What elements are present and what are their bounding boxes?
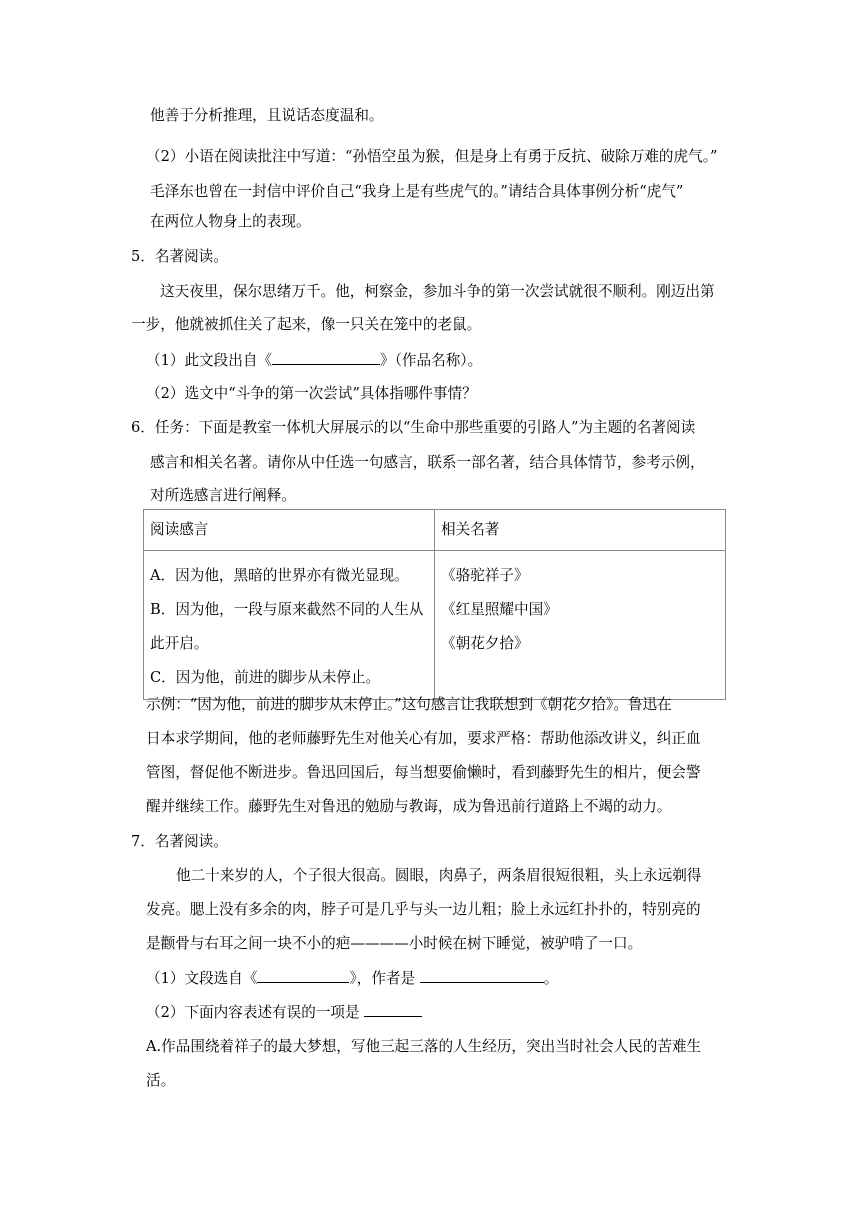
text-line: 对所选感言进行阐释。 bbox=[150, 487, 296, 504]
question-heading: 6．任务：下面是教室一体机大屏展示的以“生命中那些重要的引路人”为主题的名著阅读 bbox=[131, 419, 696, 436]
text-line: 毛泽东也曾在一封信中评价自己“我身上是有些虎气的。”请结合具体事例分析“虎气” bbox=[150, 183, 684, 200]
answer-blank[interactable] bbox=[257, 968, 349, 983]
option-line: 活。 bbox=[146, 1072, 176, 1089]
answer-blank[interactable] bbox=[272, 350, 380, 365]
sub-question-text: 。 bbox=[543, 970, 559, 987]
header-right: 相关名著 bbox=[441, 521, 500, 538]
quote-option: C．因为他，前进的脚步从未停止。 bbox=[150, 669, 381, 686]
question-heading: 7．名著阅读。 bbox=[131, 833, 228, 850]
book-title: 《红星照耀中国》 bbox=[441, 601, 558, 618]
passage-line: 是颧骨与右耳之间一块不小的疤————小时候在树下睡觉，被驴啃了一口。 bbox=[146, 935, 643, 952]
quote-option: 此开启。 bbox=[150, 635, 209, 652]
quote-option: B．因为他，一段与原来截然不同的人生从 bbox=[150, 601, 424, 618]
reading-table bbox=[143, 509, 726, 700]
quote-option: A．因为他，黑暗的世界亦有微光显现。 bbox=[150, 567, 409, 584]
sub-question-text: （1）文段选自《 bbox=[146, 970, 258, 987]
option-line: A.作品围绕着祥子的最大梦想，写他三起三落的人生经历，突出当时社会人民的苦难生 bbox=[146, 1038, 702, 1055]
example-line: 管图，督促他不断进步。鲁迅回国后，每当想要偷懒时，看到藤野先生的相片，便会警 bbox=[146, 764, 701, 781]
answer-blank[interactable] bbox=[364, 1002, 422, 1017]
sub-question bbox=[146, 350, 482, 371]
sub-question: （2）选文中“斗争的第一次尝试”具体指哪件事情？ bbox=[146, 385, 477, 402]
answer-blank[interactable] bbox=[420, 968, 544, 983]
sub-question bbox=[146, 968, 558, 989]
passage-line: 他二十来岁的人，个子很大很高。圆眼，肉鼻子，两条眉很短很粗，头上永远剃得 bbox=[176, 867, 702, 884]
text-line: 感言和相关名著。请你从中任选一句感言，联系一部名著，结合具体情节，参考示例， bbox=[150, 454, 705, 471]
table-header-cell bbox=[144, 510, 435, 551]
table-row bbox=[144, 551, 726, 700]
table-cell-books bbox=[435, 551, 726, 700]
text-line: 他善于分析推理，且说话态度温和。 bbox=[150, 107, 384, 124]
sub-question-text: （1）此文段出自《 bbox=[146, 352, 273, 369]
example-line: 示例：“因为他，前进的脚步从未停止。”这句感言让我联想到《朝花夕拾》。鲁迅在 bbox=[146, 696, 672, 713]
passage-line: 这天夜里，保尔思绪万千。他，柯察金，参加斗争的第一次尝试就很不顺利。刚迈出第 bbox=[160, 283, 715, 300]
book-title: 《朝花夕拾》 bbox=[441, 635, 529, 652]
example-line: 日本求学期间，他的老师藤野先生对他关心有加，要求严格：帮助他添改讲义，纠正血 bbox=[146, 730, 701, 747]
question-heading: 5．名著阅读。 bbox=[131, 248, 228, 265]
passage-line: 发亮。腮上没有多余的肉，脖子可是几乎与头一边儿粗；脸上永远红扑扑的，特别亮的 bbox=[146, 901, 701, 918]
book-title: 《骆驼祥子》 bbox=[441, 567, 529, 584]
sub-question-text: （2）下面内容表述有误的一项是 bbox=[146, 1004, 360, 1021]
sub-question bbox=[146, 1002, 422, 1023]
table-header-cell bbox=[435, 510, 726, 551]
sub-question-text: 》（作品名称）。 bbox=[380, 352, 483, 369]
table-cell-quotes bbox=[144, 551, 435, 700]
passage-line: 一步，他就被抓住关了起来，像一只关在笼中的老鼠。 bbox=[131, 316, 482, 333]
text-line: （2）小语在阅读批注中写道：“孙悟空虽为猴，但是身上有勇于反抗、破除万难的虎气。” bbox=[146, 148, 718, 165]
text-line: 在两位人物身上的表现。 bbox=[150, 213, 311, 230]
table-header-row bbox=[144, 510, 726, 551]
header-left: 阅读感言 bbox=[150, 521, 209, 538]
sub-question-text: 》，作者是 bbox=[349, 970, 416, 987]
example-line: 醒并继续工作。藤野先生对鲁迅的勉励与教诲，成为鲁迅前行道路上不竭的动力。 bbox=[146, 798, 672, 815]
